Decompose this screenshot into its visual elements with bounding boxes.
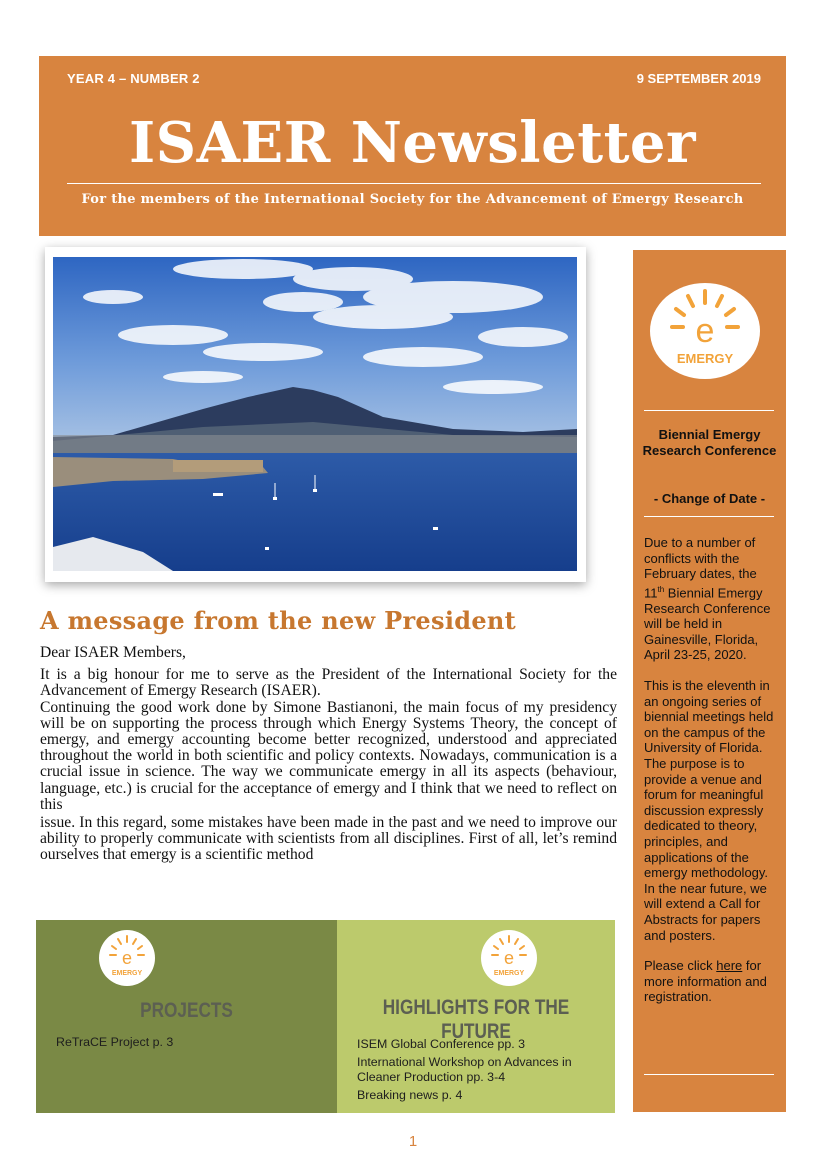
sidebar-divider xyxy=(644,1074,774,1075)
list-item-label: ReTraCE Project p. 3 xyxy=(56,1035,174,1049)
details-text: Please click xyxy=(644,958,717,974)
issue-number: YEAR 4 – NUMBER 2 xyxy=(67,71,200,86)
emergy-logo xyxy=(99,930,155,986)
list-item[interactable] xyxy=(337,1055,615,1085)
list-item[interactable] xyxy=(337,1088,615,1103)
sidebar-divider xyxy=(644,516,774,517)
newsletter-title: ISAER Newsletter xyxy=(128,110,697,176)
conference-details xyxy=(644,535,776,1005)
salutation: Dear ISAER Members, xyxy=(40,644,186,661)
ordinal-suffix: th xyxy=(657,584,665,594)
logo-letter: e xyxy=(121,948,133,968)
masthead xyxy=(39,56,786,236)
details-text: Due to a number of conflicts with the February dates, the 11 xyxy=(644,535,757,601)
logo-wordmark: EMERGY xyxy=(111,970,143,977)
list-item[interactable] xyxy=(36,1035,337,1050)
conference-sidebar xyxy=(633,250,786,1112)
details-paragraph: The purpose is to provide a venue and forum for meaningful discussion expressly dedicated to theory, principles, and applications of the emergy methodology. xyxy=(644,756,769,881)
projects-heading: PROJECTS xyxy=(140,999,233,1022)
paragraph: Continuing the good work done by Simone Bastianoni, the main focus of my presidency will be on supporting the process through which Energy Systems Theory, the concept of emergy, and emergy accounting become better recognized, understood and appreciated throughout the world in both scientific and policy contexts. Nowadays, communication is a crucial issue in science. The way we communicate emergy in all its aspects (behaviour, language, etc.) is crucial for the acceptance of emergy and I think that we need to reflect on this xyxy=(40,698,617,813)
details-paragraph xyxy=(644,535,776,663)
sun-icon xyxy=(650,283,760,379)
sun-icon xyxy=(99,930,155,986)
emergy-logo xyxy=(481,930,537,986)
details-text: for more information and registration. xyxy=(644,958,767,1005)
details-paragraph: In the near future, we will extend a Call for Abstracts for papers and posters. xyxy=(644,880,767,943)
conference-heading: Biennial Emergy Research Conference xyxy=(642,427,777,458)
page-number: 1 xyxy=(408,1133,418,1150)
photo-frame xyxy=(45,247,586,582)
logo-wordmark: EMERGY xyxy=(493,970,525,977)
president-message-body xyxy=(40,645,617,864)
highlights-heading: HIGHLIGHTS FOR THE FUTURE xyxy=(382,996,570,1043)
list-item-label: International Workshop on Advances in Cleaner Production pp. 3-4 xyxy=(357,1055,572,1084)
list-item[interactable] xyxy=(337,1037,615,1052)
highlights-box xyxy=(337,920,615,1113)
change-of-date-label: - Change of Date - xyxy=(653,491,766,506)
sun-icon xyxy=(481,930,537,986)
landscape-illustration xyxy=(53,257,577,571)
details-text: Biennial Emergy Research Conference will be held in Gainesville, Florida, April 23-25, 2020. xyxy=(644,585,771,663)
paragraph: issue. In this regard, some mistakes have been made in the past and we need to improve our ability to properly communicate with scientists from all disciplines. First of all, let’s remind ourselves that emergy is a scientific method xyxy=(40,814,617,864)
projects-box xyxy=(36,920,337,1113)
logo-letter: e xyxy=(503,948,515,968)
sidebar-divider xyxy=(644,410,774,411)
list-item-label: ISEM Global Conference pp. 3 xyxy=(357,1037,526,1051)
newsletter-subtitle: For the members of the International Society for the Advancement of Emergy Research xyxy=(81,192,744,207)
issue-date: 9 SEPTEMBER 2019 xyxy=(636,71,761,86)
logo-letter: e xyxy=(695,312,715,350)
naples-vesuvius-photo xyxy=(53,257,577,571)
projects-list xyxy=(36,1035,337,1053)
highlights-list xyxy=(337,1037,615,1106)
details-paragraph: This is the eleventh in an ongoing series of biennial meetings held on the campus of the University of Florida. xyxy=(644,678,774,756)
logo-wordmark: EMERGY xyxy=(676,351,734,366)
paragraph: It is a big honour for me to serve as the President of the International Society for the Advancement of Emergy Research (ISAER). xyxy=(40,666,617,700)
emergy-logo xyxy=(650,283,760,379)
details-paragraph xyxy=(644,958,776,1005)
president-message-heading: A message from the new President xyxy=(40,606,517,635)
list-item-label: Breaking news p. 4 xyxy=(357,1088,463,1102)
header-divider xyxy=(67,183,761,184)
registration-link[interactable]: here xyxy=(716,958,743,974)
